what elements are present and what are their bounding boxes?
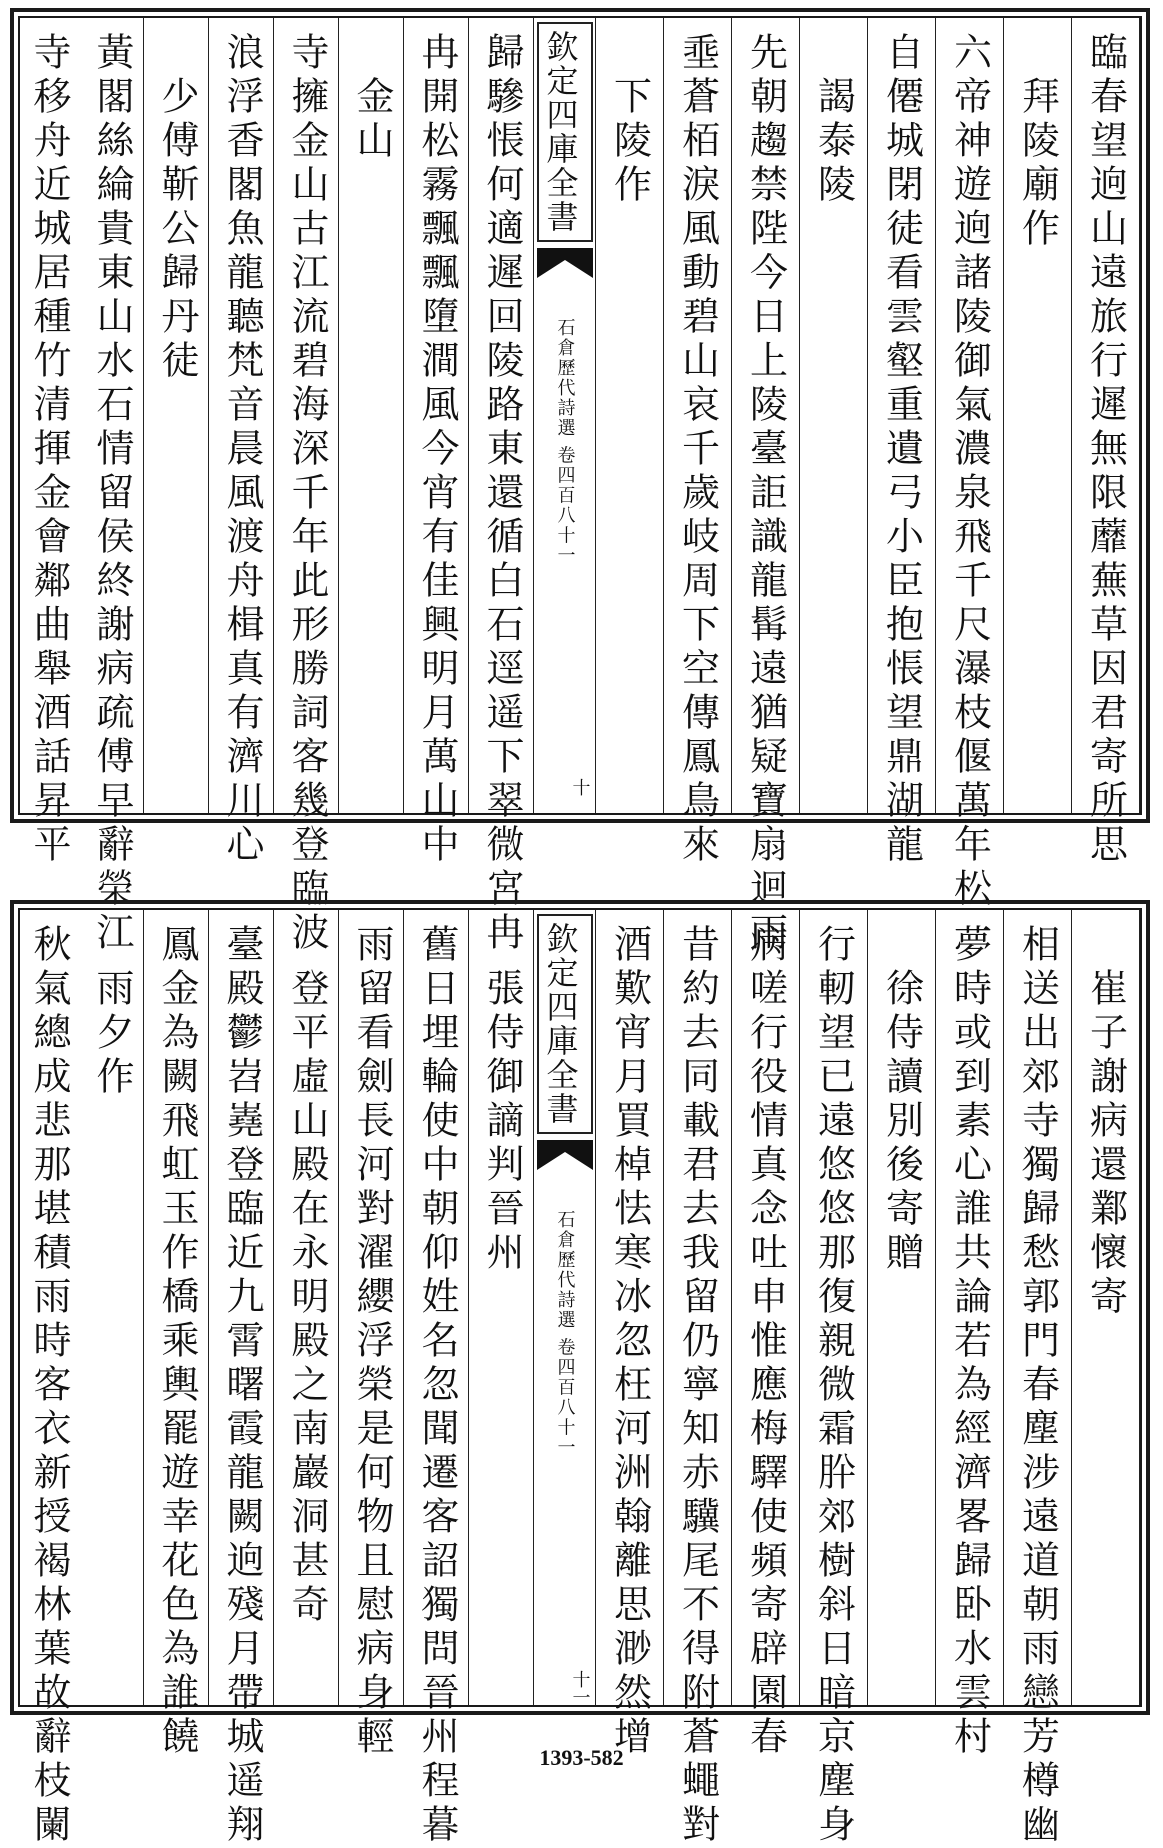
text-column: 六帝神遊逈諸陵御氣濃泉飛千尺瀑枝偃萬年松一 bbox=[936, 18, 1004, 813]
text-column: 拜陵廟作 bbox=[1004, 18, 1072, 813]
book-title: 欽定四庫全書 bbox=[537, 22, 593, 242]
text-column: 舊日埋輪使中朝仰姓名忽聞遷客詔獨問晉州程暮 bbox=[404, 910, 469, 1705]
text-column: 埀蒼栢淚風動碧山哀千歲岐周下空傳鳳鳥來 bbox=[664, 18, 732, 813]
text-column: 自僊城閉徒看雲壑重遺弓小臣抱悵望鼎湖龍 bbox=[868, 18, 936, 813]
text-column: 寺擁金山古江流碧海深千年此形勝詞客幾登臨波 bbox=[274, 18, 339, 813]
text-column: 下陵作 bbox=[596, 18, 664, 813]
text-column: 酒歎宵月買棹怯寒冰忽枉河洲翰離思渺然增 bbox=[596, 910, 664, 1705]
text-column: 臨春望逈山遠旅行遲無限蘼蕪草因君寄所思 bbox=[1072, 18, 1140, 813]
text-grid bbox=[18, 16, 1142, 956]
page-footer-number: 1393-582 bbox=[539, 1745, 624, 1770]
text-column: 昔約去同載君去我留仍寧知赤驥尾不得附蒼蠅對 bbox=[664, 910, 732, 1705]
text-column: 鳳金為闕飛虹玉作橋乘輿罷遊幸花色為誰饒 bbox=[144, 910, 209, 1705]
text-column: 雨夕作 bbox=[79, 910, 144, 1705]
volume-label: 石倉歷代詩選 卷四百八十一 bbox=[554, 318, 576, 566]
book-title: 欽定四庫全書 bbox=[537, 914, 593, 1134]
text-column: 先朝趨禁陛今日上陵臺詎識龍髯遠猶疑寶扇迴雨 bbox=[732, 18, 800, 813]
text-column: 夢時或到素心誰共論若為經濟畧歸卧水雲村 bbox=[936, 910, 1004, 1705]
text-column: 登平虛山殿在永明殿之南巖洞甚奇 bbox=[274, 910, 339, 1705]
text-column: 浪浮香閣魚龍聽梵音晨風渡舟楫真有濟川心 bbox=[209, 18, 274, 813]
text-column: 崔子謝病還鄴懷寄 bbox=[1072, 910, 1140, 1705]
top-page bbox=[10, 8, 1150, 956]
text-column: 行軔望已遠悠悠那復親微霜肸郊樹斜日暗京塵身 bbox=[800, 910, 868, 1705]
text-column: 秋氣總成悲那堪積雨時客衣新授褐林葉故辭枝闌 bbox=[27, 924, 71, 1848]
text-column: 黃閣絲綸貴東山水石情留侯終謝病疏傅早辭榮江 bbox=[79, 18, 144, 813]
text-column: 張侍御謫判晉州 bbox=[469, 910, 534, 1705]
text-column: 少傅靳公歸丹徒 bbox=[144, 18, 209, 813]
text-column: 歸驂悵何適遲回陵路東還循白石逕遥下翠微宮冉 bbox=[469, 18, 534, 813]
text-column: 臺殿鬱岧嶤登臨近九霄曙霞龍闕逈殘月帶城遥翔 bbox=[209, 910, 274, 1705]
text-column: 徐侍讀別後寄贈 bbox=[868, 910, 936, 1705]
folio-number: 十 bbox=[569, 778, 591, 796]
volume-label: 石倉歷代詩選 卷四百八十一 bbox=[554, 1210, 576, 1458]
fishtail-ornament-icon bbox=[537, 1140, 593, 1170]
text-column: 金山 bbox=[339, 18, 404, 813]
text-column: 雨留看劍長河對濯纓浮榮是何物且慰病身輕 bbox=[339, 910, 404, 1705]
center-fold bbox=[534, 910, 596, 1705]
text-column: 謁泰陵 bbox=[800, 18, 868, 813]
center-fold bbox=[534, 18, 596, 813]
folio-number: 十一 bbox=[569, 1670, 591, 1706]
text-column: 冉開松霧飄飄墮澗風今宵有佳興明月萬山中 bbox=[404, 18, 469, 813]
text-column: 寺移舟近城居種竹清揮金會鄰曲舉酒話昇平 bbox=[27, 32, 71, 868]
text-column: 病嗟行役情真念吐申惟應梅驛使頻寄辟園春 bbox=[732, 910, 800, 1705]
fishtail-ornament-icon bbox=[537, 248, 593, 278]
text-column: 相送出郊寺獨歸愁郭門春塵涉遠道朝雨戀芳樽幽 bbox=[1004, 910, 1072, 1705]
